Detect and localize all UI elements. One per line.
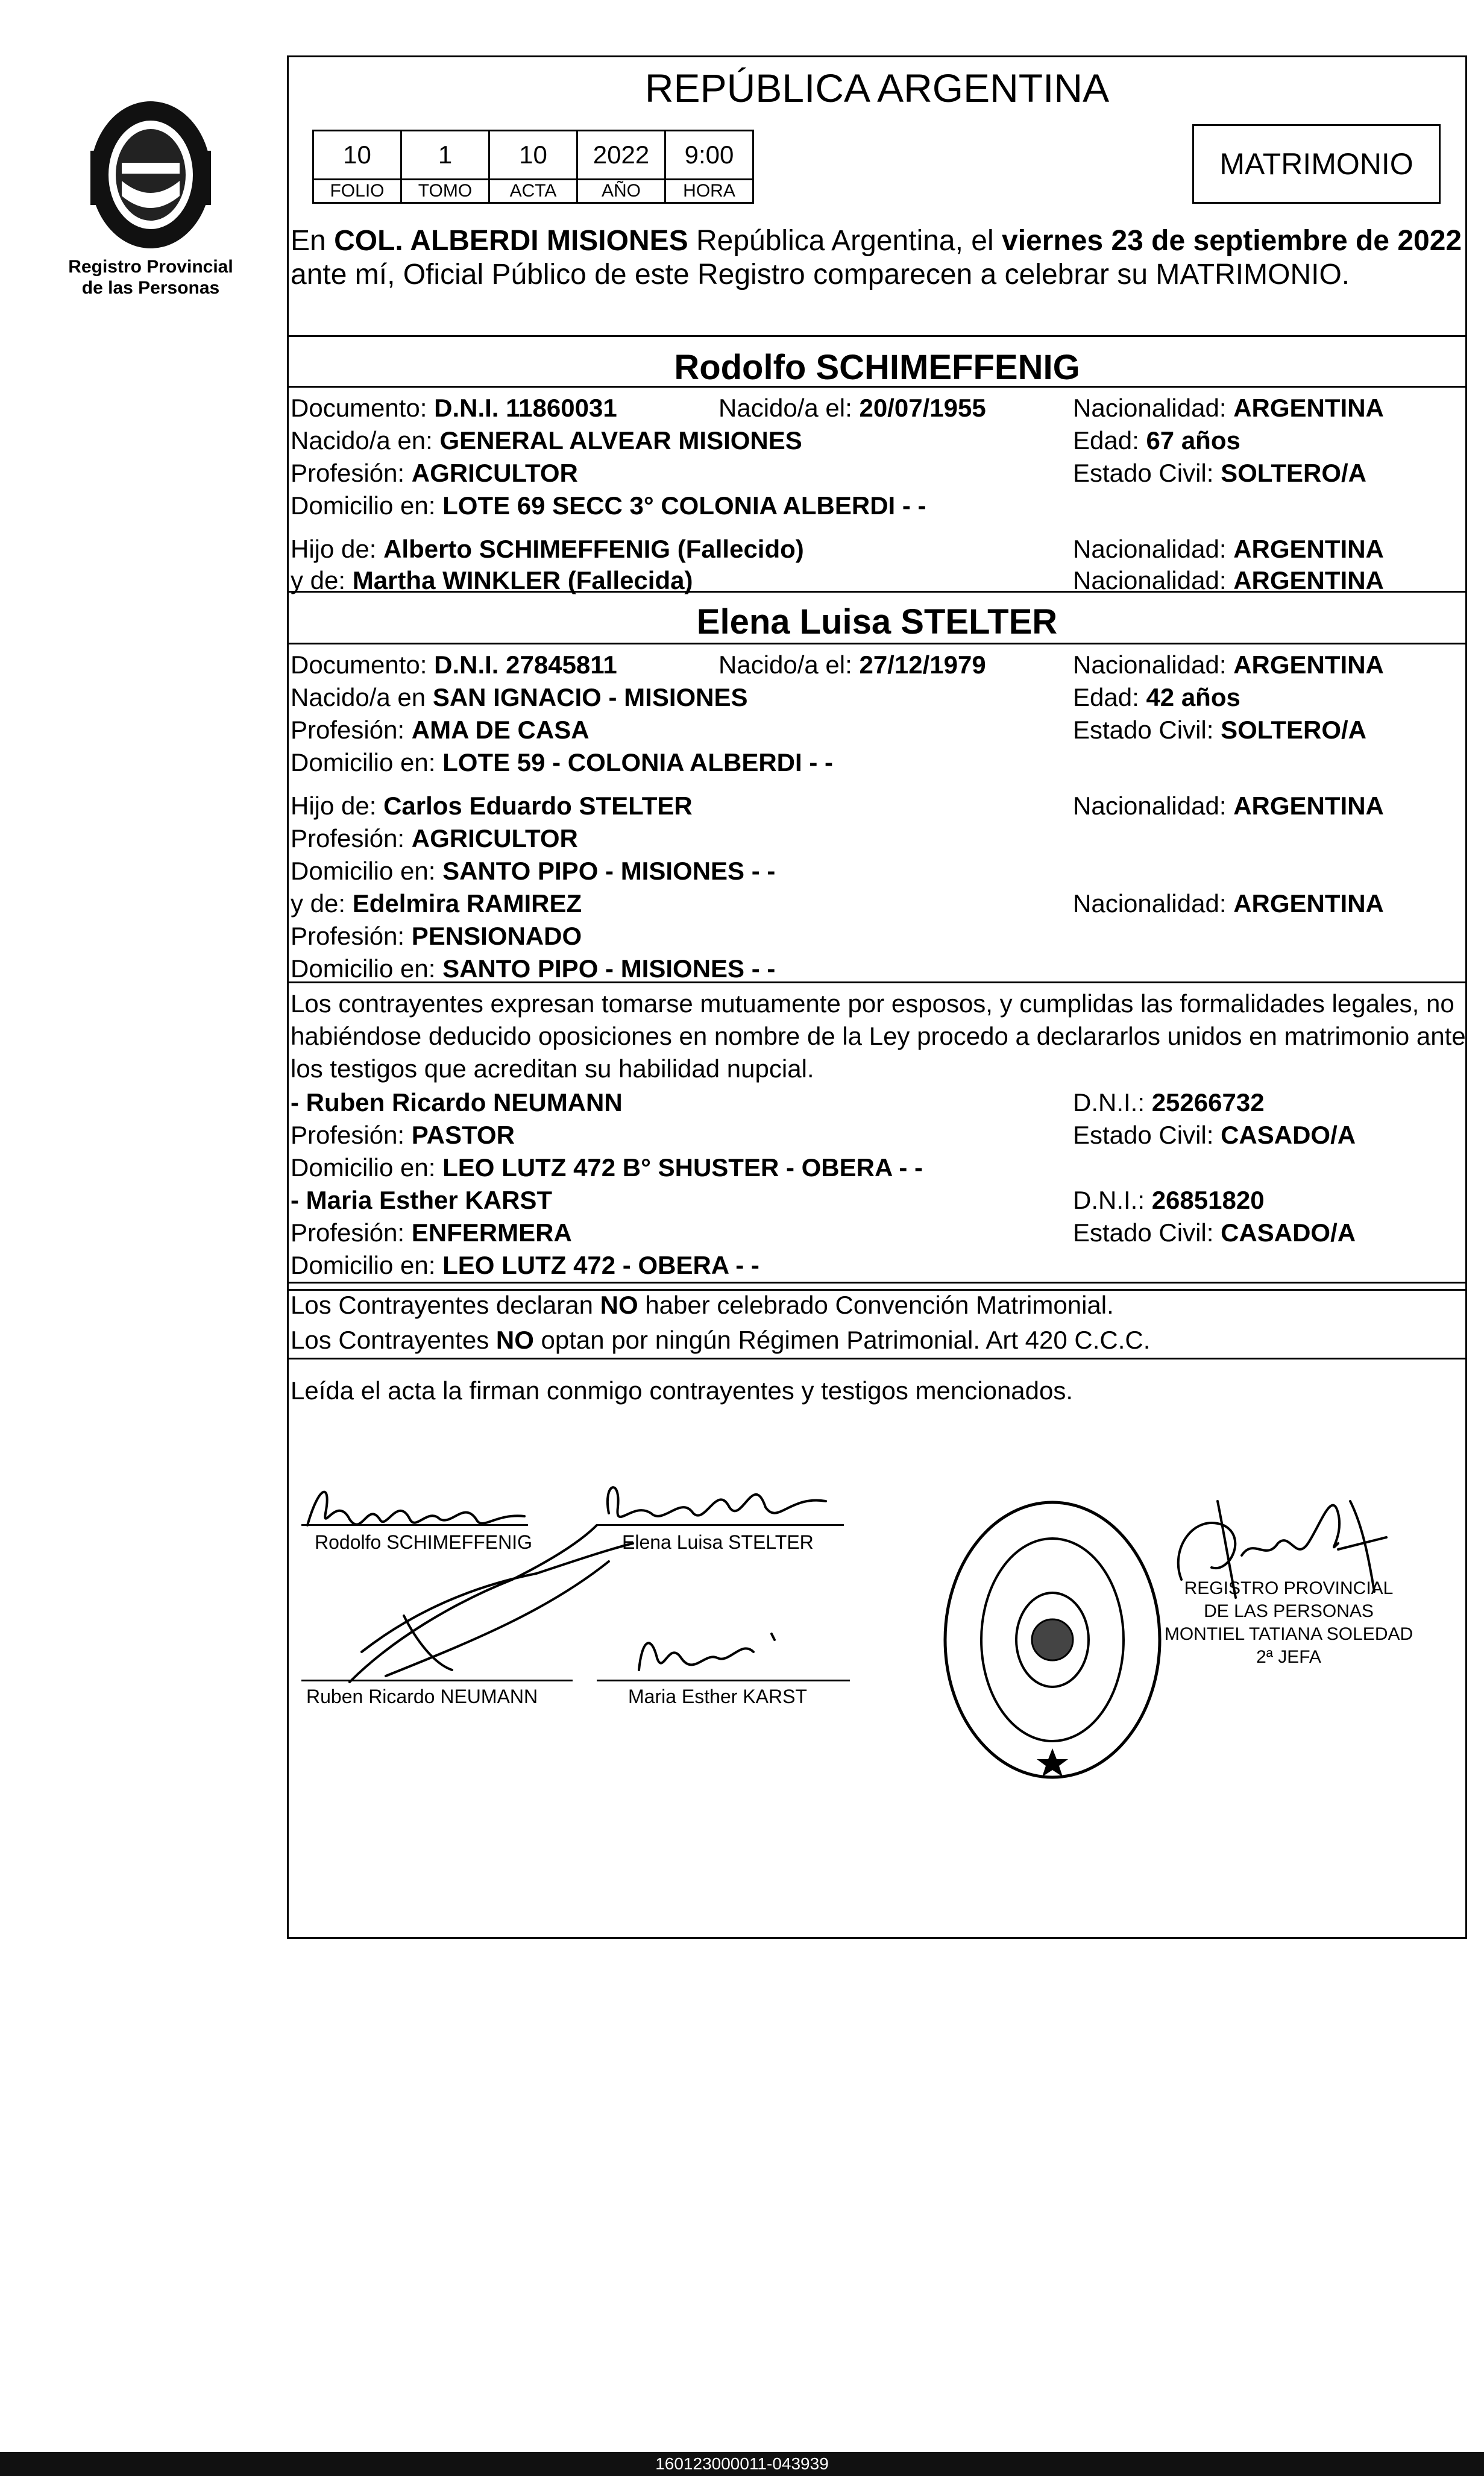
label: Nacido/a el: <box>718 651 852 679</box>
value: LEO LUTZ 472 B° SHUSTER - OBERA - - <box>442 1153 923 1182</box>
label: Profesión: <box>291 824 405 852</box>
value: PASTOR <box>411 1121 515 1149</box>
bride-mother-dom <box>291 956 775 981</box>
groom-mother-nat <box>1073 568 1384 593</box>
label: y de: <box>291 566 346 594</box>
registry-caption <box>54 257 247 298</box>
witness2-signature <box>639 1634 775 1670</box>
convention-line-2 <box>291 1328 1150 1353</box>
value: SANTO PIPO - MISIONES - - <box>442 954 776 983</box>
value: CASADO/A <box>1221 1218 1356 1247</box>
official-stamp-line4: 2ª JEFA <box>1256 1647 1321 1667</box>
divider <box>287 1358 1467 1359</box>
value: ARGENTINA <box>1233 889 1384 918</box>
value: D.N.I. 11860031 <box>434 394 617 422</box>
label: y de: <box>291 889 346 918</box>
official-stamp-line3: MONTIEL TATIANA SOLEDAD <box>1164 1624 1413 1644</box>
value: 42 años <box>1146 683 1240 711</box>
groom-dom <box>291 493 926 518</box>
witness1-prof <box>291 1123 515 1148</box>
label: D.N.I.: <box>1073 1186 1145 1214</box>
declaration-line-1: Los contrayentes expresan tomarse mutuamente por esposos, y cumplidas las formalidades legales, no <box>291 989 1454 1018</box>
groom-prof <box>291 461 578 486</box>
witness1-dni <box>1073 1090 1265 1115</box>
value: SAN IGNACIO - MISIONES <box>432 683 748 711</box>
label: Documento: <box>291 651 427 679</box>
groom-name-heading: Rodolfo SCHIMEFFENIG <box>674 348 1080 387</box>
registry-stamp-icon <box>938 1495 1167 1785</box>
groom-born-on <box>718 395 986 421</box>
groom-father <box>291 537 804 562</box>
label: Nacido/a en <box>291 683 426 711</box>
bride-civil <box>1073 717 1366 743</box>
hora-label: HORA <box>665 180 753 203</box>
bride-doc <box>291 652 617 678</box>
label: Domicilio en: <box>291 491 436 520</box>
intro-mid: República Argentina, el <box>696 225 994 257</box>
intro-en: En <box>291 225 326 257</box>
intro-line-1 <box>291 227 1462 256</box>
label: Domicilio en: <box>291 1153 436 1182</box>
label: Estado Civil: <box>1073 1121 1214 1149</box>
bride-father-nat <box>1073 793 1384 819</box>
value: SANTO PIPO - MISIONES - - <box>442 857 776 885</box>
text: haber celebrado Convención Matrimonial. <box>645 1291 1114 1319</box>
label: Hijo de: <box>291 792 377 820</box>
groom-signature-line <box>301 1524 528 1526</box>
acta-label: ACTA <box>489 180 577 203</box>
bride-father <box>291 793 693 819</box>
value: Alberto SCHIMEFFENIG (Fallecido) <box>383 535 804 563</box>
label: Hijo de: <box>291 535 377 563</box>
bride-name-heading: Elena Luisa STELTER <box>696 602 1058 641</box>
label: Estado Civil: <box>1073 716 1214 744</box>
value: SOLTERO/A <box>1221 716 1366 744</box>
bride-mother-nat <box>1073 891 1384 916</box>
witness1-signature-caption: Ruben Ricardo NEUMANN <box>306 1686 538 1707</box>
label: Estado Civil: <box>1073 1218 1214 1247</box>
value: PENSIONADO <box>411 922 582 950</box>
anio-value: 2022 <box>577 131 665 180</box>
groom-nat <box>1073 395 1384 421</box>
label: Nacionalidad: <box>1073 394 1227 422</box>
value: - Maria Esther KARST <box>291 1186 553 1214</box>
value: LOTE 69 SECC 3° COLONIA ALBERDI - - <box>442 491 926 520</box>
value: AMA DE CASA <box>411 716 590 744</box>
registry-caption-line2: de las Personas <box>81 277 220 298</box>
bride-prof <box>291 717 590 743</box>
label: Edad: <box>1073 426 1139 455</box>
groom-civil <box>1073 461 1366 486</box>
groom-born-in <box>291 428 802 453</box>
value: ENFERMERA <box>411 1218 572 1247</box>
bride-born-in <box>291 685 748 710</box>
label: D.N.I.: <box>1073 1088 1145 1117</box>
anio-label: AÑO <box>577 180 665 203</box>
province-logo <box>78 90 223 253</box>
witness2-name <box>291 1188 552 1213</box>
witness1-civil <box>1073 1123 1356 1148</box>
groom-age <box>1073 428 1240 453</box>
tomo-value: 1 <box>401 131 489 180</box>
label: Domicilio en: <box>291 1251 436 1279</box>
folio-label: FOLIO <box>313 180 401 203</box>
bride-father-prof <box>291 826 578 851</box>
value: ARGENTINA <box>1233 394 1384 422</box>
hora-value: 9:00 <box>665 131 753 180</box>
witness1-signature-line <box>301 1680 573 1681</box>
value: ARGENTINA <box>1233 566 1384 594</box>
bride-signature-caption: Elena Luisa STELTER <box>622 1531 814 1553</box>
groom-father-nat <box>1073 537 1384 562</box>
convention-line-1 <box>291 1293 1114 1318</box>
label: Domicilio en: <box>291 748 436 777</box>
value: 27/12/1979 <box>859 651 986 679</box>
witness1-name <box>291 1090 623 1115</box>
value: 67 años <box>1146 426 1240 455</box>
bride-age <box>1073 685 1240 710</box>
witness2-prof <box>291 1220 572 1246</box>
label: Profesión: <box>291 459 405 487</box>
value: Carlos Eduardo STELTER <box>383 792 693 820</box>
value: ARGENTINA <box>1233 535 1384 563</box>
value: Martha WINKLER (Fallecida) <box>352 566 693 594</box>
intro-date: viernes 23 de septiembre de 2022 <box>1002 225 1462 257</box>
label: Profesión: <box>291 922 405 950</box>
declaration-line-2: habiéndose deducido oposiciones en nombre de la Ley procedo a declararlos unidos en matrimonio ante <box>291 1022 1466 1050</box>
label: Nacionalidad: <box>1073 792 1227 820</box>
bride-father-dom <box>291 858 775 884</box>
divider <box>287 335 1467 337</box>
label: Profesión: <box>291 716 405 744</box>
emphasis: NO <box>600 1291 638 1319</box>
value: GENERAL ALVEAR MISIONES <box>439 426 802 455</box>
text: optan por ningún Régimen Patrimonial. Art 420 C.C.C. <box>541 1326 1151 1354</box>
groom-signature-caption: Rodolfo SCHIMEFFENIG <box>315 1531 532 1553</box>
text: Los Contrayentes declaran <box>291 1291 593 1319</box>
witness1-dom <box>291 1155 923 1180</box>
value: Edelmira RAMIREZ <box>352 889 582 918</box>
label: Domicilio en: <box>291 857 436 885</box>
witness2-civil <box>1073 1220 1356 1246</box>
groom-doc <box>291 395 617 421</box>
value: LEO LUTZ 472 - OBERA - - <box>442 1251 759 1279</box>
acta-value: 10 <box>489 131 577 180</box>
tomo-label: TOMO <box>401 180 489 203</box>
bride-dom <box>291 750 833 775</box>
divider <box>287 1282 1467 1284</box>
intro-place: COL. ALBERDI MISIONES <box>334 225 688 257</box>
province-seal-icon <box>78 90 223 253</box>
page-title: REPÚBLICA ARGENTINA <box>644 66 1110 110</box>
handwritten-signatures <box>295 1459 898 1712</box>
value: 25266732 <box>1151 1088 1265 1117</box>
groom-mother <box>291 568 693 593</box>
label: Nacionalidad: <box>1073 651 1227 679</box>
official-stamp-line2: DE LAS PERSONAS <box>1204 1601 1374 1621</box>
value: ARGENTINA <box>1233 792 1384 820</box>
label: Profesión: <box>291 1218 405 1247</box>
bride-signature <box>608 1487 826 1517</box>
label: Domicilio en: <box>291 954 436 983</box>
folio-value: 10 <box>313 131 401 180</box>
value: LOTE 59 - COLONIA ALBERDI - - <box>442 748 833 777</box>
witness2-dni <box>1073 1188 1265 1213</box>
value: AGRICULTOR <box>411 459 578 487</box>
bride-mother-prof <box>291 924 582 949</box>
label: Nacionalidad: <box>1073 889 1227 918</box>
record-numbers-table <box>312 130 754 204</box>
value: D.N.I. 27845811 <box>434 651 617 679</box>
document-barcode-footer: 160123000011-043939 <box>0 2452 1484 2476</box>
declaration-line-3: los testigos que acreditan su habilidad nupcial. <box>291 1054 814 1083</box>
witness2-signature-line <box>597 1680 850 1681</box>
witness2-signature-caption: Maria Esther KARST <box>628 1686 807 1707</box>
bride-signature-line <box>597 1524 844 1526</box>
record-type-box: MATRIMONIO <box>1192 124 1441 204</box>
emphasis: NO <box>495 1326 534 1354</box>
closing-text: Leída el acta la firman conmigo contrayentes y testigos mencionados. <box>291 1376 1074 1405</box>
bride-born-on <box>718 652 986 678</box>
divider <box>287 643 1467 644</box>
groom-signature <box>307 1492 524 1525</box>
label: Profesión: <box>291 1121 405 1149</box>
label: Nacido/a en: <box>291 426 433 455</box>
value: - Ruben Ricardo NEUMANN <box>291 1088 623 1117</box>
official-signature-icon <box>1157 1477 1410 1622</box>
intro-line-2: ante mí, Oficial Público de este Registro comparecen a celebrar su MATRIMONIO. <box>291 259 1350 291</box>
value: ARGENTINA <box>1233 651 1384 679</box>
text: Los Contrayentes <box>291 1326 489 1354</box>
bride-nat <box>1073 652 1384 678</box>
registry-caption-line1: Registro Provincial <box>68 257 233 277</box>
value: AGRICULTOR <box>411 824 578 852</box>
value: 26851820 <box>1151 1186 1265 1214</box>
label: Nacionalidad: <box>1073 535 1227 563</box>
witness2-dom <box>291 1253 759 1278</box>
label: Nacido/a el: <box>718 394 852 422</box>
label: Nacionalidad: <box>1073 566 1227 594</box>
value: SOLTERO/A <box>1221 459 1366 487</box>
label: Edad: <box>1073 683 1139 711</box>
official-stamp-line1: REGISTRO PROVINCIAL <box>1184 1578 1394 1598</box>
label: Estado Civil: <box>1073 459 1214 487</box>
value: 20/07/1955 <box>859 394 986 422</box>
bride-mother <box>291 891 582 916</box>
label: Documento: <box>291 394 427 422</box>
value: CASADO/A <box>1221 1121 1356 1149</box>
